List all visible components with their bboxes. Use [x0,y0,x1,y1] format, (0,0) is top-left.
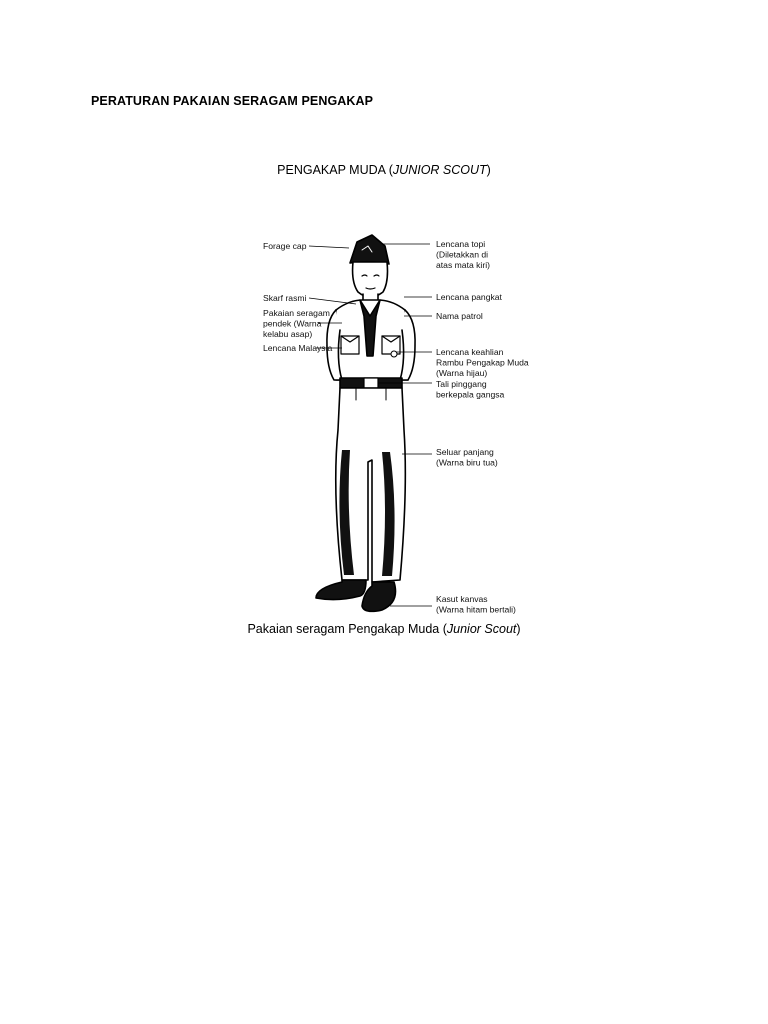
right-label-2: Nama patrol [436,311,483,321]
caption-italic: Junior Scout [446,622,517,636]
right-labels [436,239,529,615]
right-label-6: Kasut kanvas (Warna hitam bertali) [436,594,516,615]
figure-caption [0,622,768,636]
left-shoe [316,580,366,600]
document-title: PERATURAN PAKAIAN SERAGAM PENGAKAP [91,94,374,108]
right-label-4: Tali pinggang berkepala gangsa [436,379,505,400]
left-label-1: Skarf rasmi [263,293,307,303]
left-labels [263,241,332,353]
uniform-diagram [232,230,538,620]
section-title-suffix: ) [486,163,491,177]
left-label-0: Forage cap [263,241,307,251]
scout-figure [316,235,415,611]
caption-prefix: Pakaian seragam Pengakap Muda ( [247,622,447,636]
left-label-3: Lencana Malaysia [263,343,333,353]
uniform-illustration [232,230,538,620]
head [353,262,388,297]
caption-suffix: ) [516,622,521,636]
right-label-5: Seluar panjang (Warna biru tua) [436,447,498,468]
section-title-italic: JUNIOR SCOUT [392,163,487,177]
right-shoe [362,582,396,611]
section-title [0,163,768,177]
right-label-3: Lencana keahlian Rambu Pengakap Muda (Warna hijau) [436,347,529,378]
right-label-0: Lencana topi (Diletakkan di atas mata kiri) [436,239,490,270]
right-label-1: Lencana pangkat [436,292,502,302]
left-label-2: Pakaian seragam pendek (Warna kelabu asap) [263,308,330,339]
section-title-prefix: PENGAKAP MUDA ( [277,163,393,177]
forage-cap [350,235,389,264]
